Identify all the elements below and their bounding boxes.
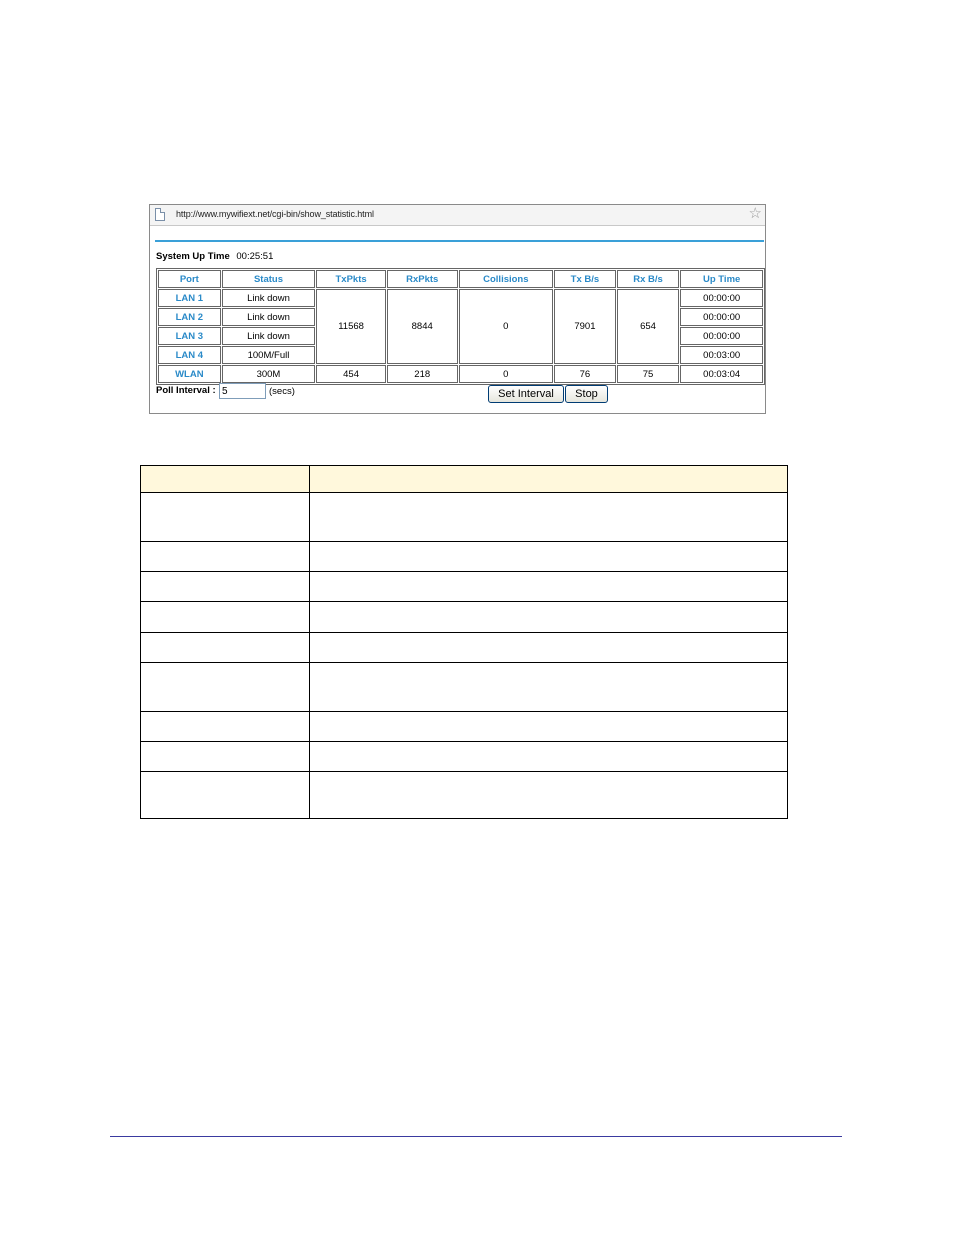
poll-interval-unit: (secs) xyxy=(269,386,295,397)
uptime-cell: 00:03:04 xyxy=(680,365,763,383)
col-collisions: Collisions xyxy=(459,270,554,288)
lan-txpkts: 11568 xyxy=(316,289,386,364)
table-cell xyxy=(310,602,788,633)
uptime-cell: 00:00:00 xyxy=(680,289,763,307)
table-cell xyxy=(141,742,310,772)
table-cell xyxy=(141,572,310,602)
table-cell xyxy=(310,633,788,663)
table-row xyxy=(141,712,788,742)
table-header-row xyxy=(141,466,788,493)
table-row xyxy=(141,493,788,542)
url-text: http://www.mywifiext.net/cgi-bin/show_statistic.html xyxy=(176,209,374,219)
port-cell: LAN 1 xyxy=(158,289,221,307)
set-interval-button[interactable]: Set Interval xyxy=(488,385,564,403)
port-cell: LAN 3 xyxy=(158,327,221,345)
port-cell: LAN 4 xyxy=(158,346,221,364)
table-row xyxy=(141,772,788,819)
page-icon xyxy=(155,208,165,221)
table-cell xyxy=(141,772,310,819)
table-cell xyxy=(141,663,310,712)
col-txpkts: TxPkts xyxy=(316,270,386,288)
table-cell xyxy=(310,572,788,602)
header-cell xyxy=(310,466,788,493)
table-row xyxy=(141,663,788,712)
lan-rxpkts: 8844 xyxy=(387,289,458,364)
status-cell: 300M xyxy=(222,365,316,383)
statistics-table xyxy=(156,268,765,385)
col-txbs: Tx B/s xyxy=(554,270,616,288)
col-status: Status xyxy=(222,270,316,288)
status-cell: 100M/Full xyxy=(222,346,316,364)
table-cell xyxy=(310,712,788,742)
star-icon[interactable]: ☆ xyxy=(748,205,762,222)
table-cell xyxy=(141,633,310,663)
table-cell xyxy=(310,493,788,542)
stop-button[interactable]: Stop xyxy=(565,385,608,403)
port-cell: LAN 2 xyxy=(158,308,221,326)
divider xyxy=(155,240,764,242)
table-cell xyxy=(141,493,310,542)
port-cell: WLAN xyxy=(158,365,221,383)
lan-collisions: 0 xyxy=(459,289,554,364)
uptime-cell: 00:00:00 xyxy=(680,327,763,345)
system-up-time-value: 00:25:51 xyxy=(236,251,274,262)
table-cell xyxy=(141,712,310,742)
address-bar[interactable] xyxy=(150,205,765,226)
table-row xyxy=(141,633,788,663)
status-cell: Link down xyxy=(222,327,316,345)
wlan-rxpkts: 218 xyxy=(387,365,458,383)
status-cell: Link down xyxy=(222,289,316,307)
header-cell xyxy=(141,466,310,493)
system-up-time xyxy=(156,251,273,262)
col-port: Port xyxy=(158,270,221,288)
col-uptime: Up Time xyxy=(680,270,763,288)
table-cell xyxy=(141,542,310,572)
wlan-txbs: 76 xyxy=(554,365,616,383)
table-row xyxy=(141,742,788,772)
table-row xyxy=(141,602,788,633)
browser-window-screenshot xyxy=(149,204,766,414)
description-table xyxy=(140,465,788,819)
table-cell xyxy=(310,542,788,572)
table-cell xyxy=(310,772,788,819)
table-cell xyxy=(310,742,788,772)
table-row xyxy=(158,289,763,307)
table-row-wlan xyxy=(158,365,763,383)
table-cell xyxy=(310,663,788,712)
wlan-collisions: 0 xyxy=(459,365,554,383)
footer-rule xyxy=(110,1136,842,1137)
status-cell: Link down xyxy=(222,308,316,326)
wlan-txpkts: 454 xyxy=(316,365,386,383)
poll-interval-input[interactable] xyxy=(219,383,266,399)
col-rxpkts: RxPkts xyxy=(387,270,458,288)
col-rxbs: Rx B/s xyxy=(617,270,680,288)
system-up-time-label: System Up Time xyxy=(156,251,230,262)
uptime-cell: 00:00:00 xyxy=(680,308,763,326)
table-row xyxy=(141,542,788,572)
table-cell xyxy=(141,602,310,633)
lan-rxbs: 654 xyxy=(617,289,680,364)
table-row xyxy=(141,572,788,602)
lan-txbs: 7901 xyxy=(554,289,616,364)
poll-interval xyxy=(156,385,295,397)
table-header-row xyxy=(158,270,763,288)
uptime-cell: 00:03:00 xyxy=(680,346,763,364)
poll-interval-label: Poll Interval : xyxy=(156,385,216,396)
wlan-rxbs: 75 xyxy=(617,365,680,383)
